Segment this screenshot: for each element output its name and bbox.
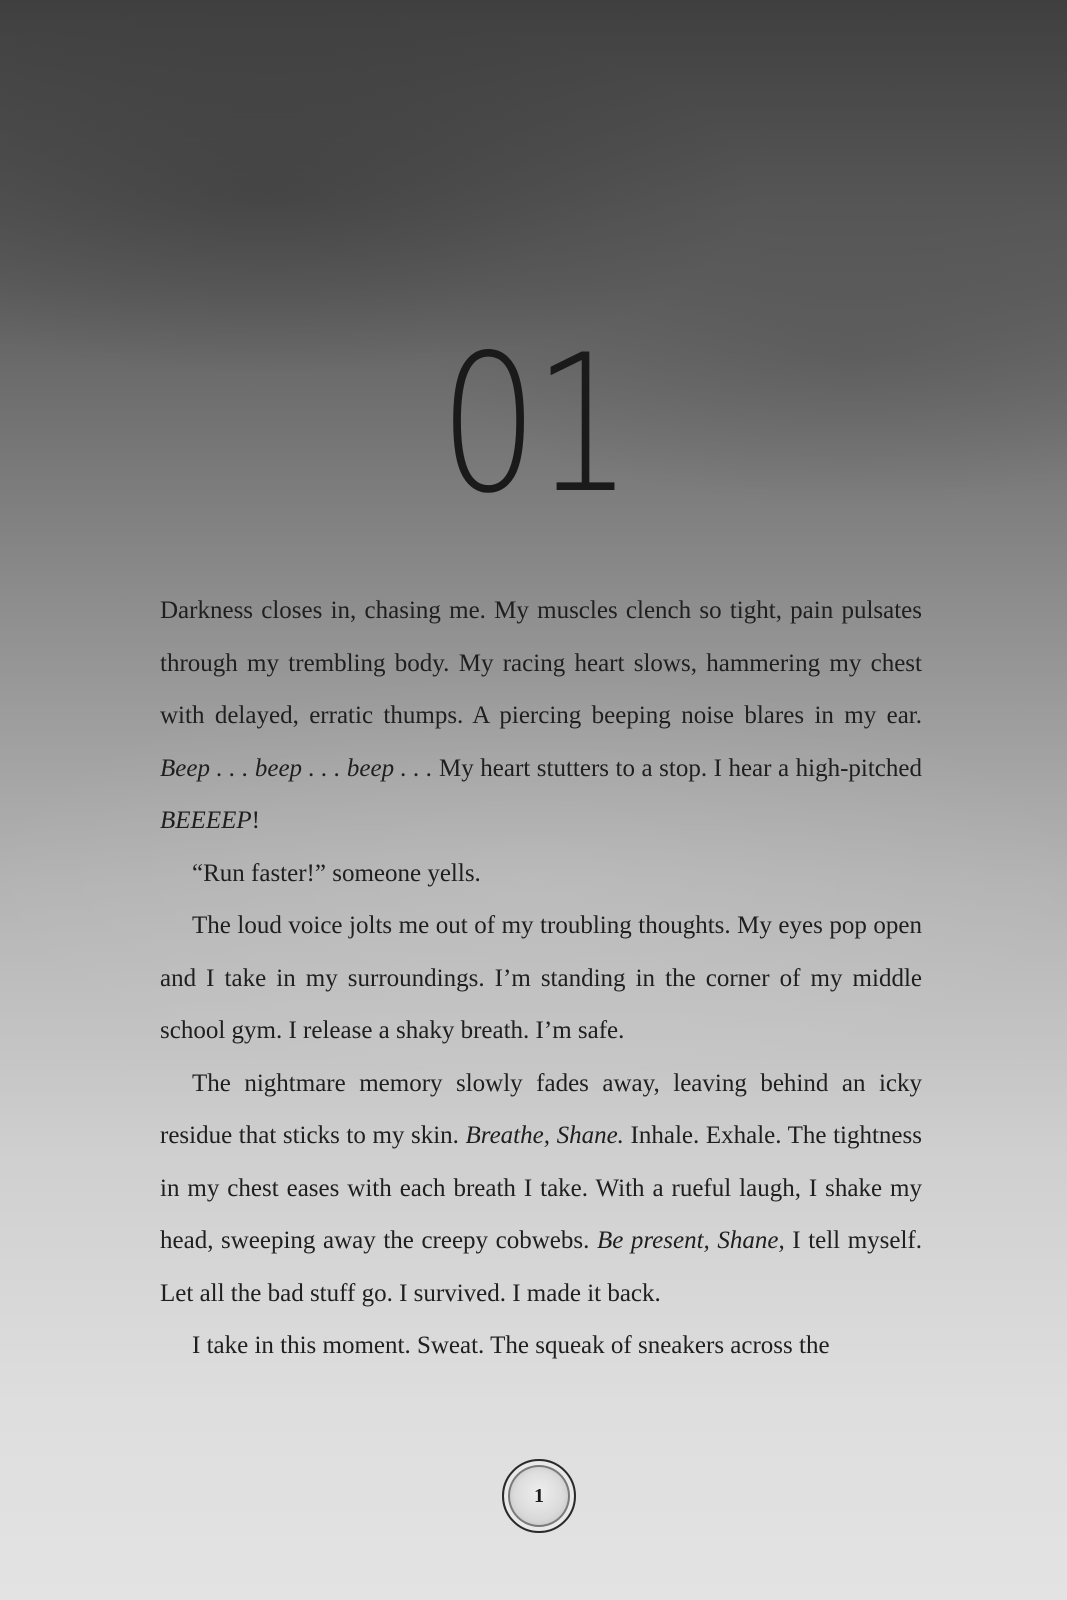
paragraph xyxy=(160,848,922,901)
italic-run: Be present, Shane, xyxy=(596,1227,785,1254)
italic-run: Beep . . . beep . . . beep . . . xyxy=(160,754,433,782)
page-number: 1 xyxy=(534,1484,544,1507)
italic-run: Breathe, Shane. xyxy=(465,1122,624,1149)
text-run: “Run faster!” someone yells. xyxy=(192,859,481,887)
text-run: Inhale. Exhale. The tightness in my chest eases with each breath I take. With a rueful laugh, I shake my head, sweeping away the creepy cobwebs. xyxy=(160,1122,922,1254)
text-run: The loud voice jolts me out of my troubling thoughts. My eyes pop open and I take in my surroundings. I’m standing in the corner of my middle school gym. I release a shaky breath. I’m safe. xyxy=(160,912,922,1044)
text-run: My heart stutters to a stop. I hear a high-pitched xyxy=(432,754,922,782)
page-number-badge xyxy=(502,1459,576,1533)
body-text xyxy=(160,585,922,1373)
italic-run: BEEEEP xyxy=(160,807,252,834)
paragraph xyxy=(160,1320,922,1373)
paragraph xyxy=(160,1058,922,1321)
text-run: ! xyxy=(251,807,260,834)
paragraph xyxy=(160,900,922,1058)
text-run: I take in this moment. Sweat. The squeak of sneakers across the xyxy=(192,1332,830,1359)
text-run: I tell myself. Let all the bad stuff go. I survived. I made it back. xyxy=(160,1227,922,1307)
chapter-number: 01 xyxy=(439,314,628,535)
paragraph xyxy=(160,585,922,848)
text-run: The nightmare memory slowly fades away, leaving behind an icky residue that sticks to my skin. xyxy=(160,1069,922,1149)
text-run: Darkness closes in, chasing me. My muscles clench so tight, pain pulsates through my trembling body. My racing heart slows, hammering my chest with delayed, erratic thumps. A piercing beeping noise blares in my ear. xyxy=(160,597,922,729)
